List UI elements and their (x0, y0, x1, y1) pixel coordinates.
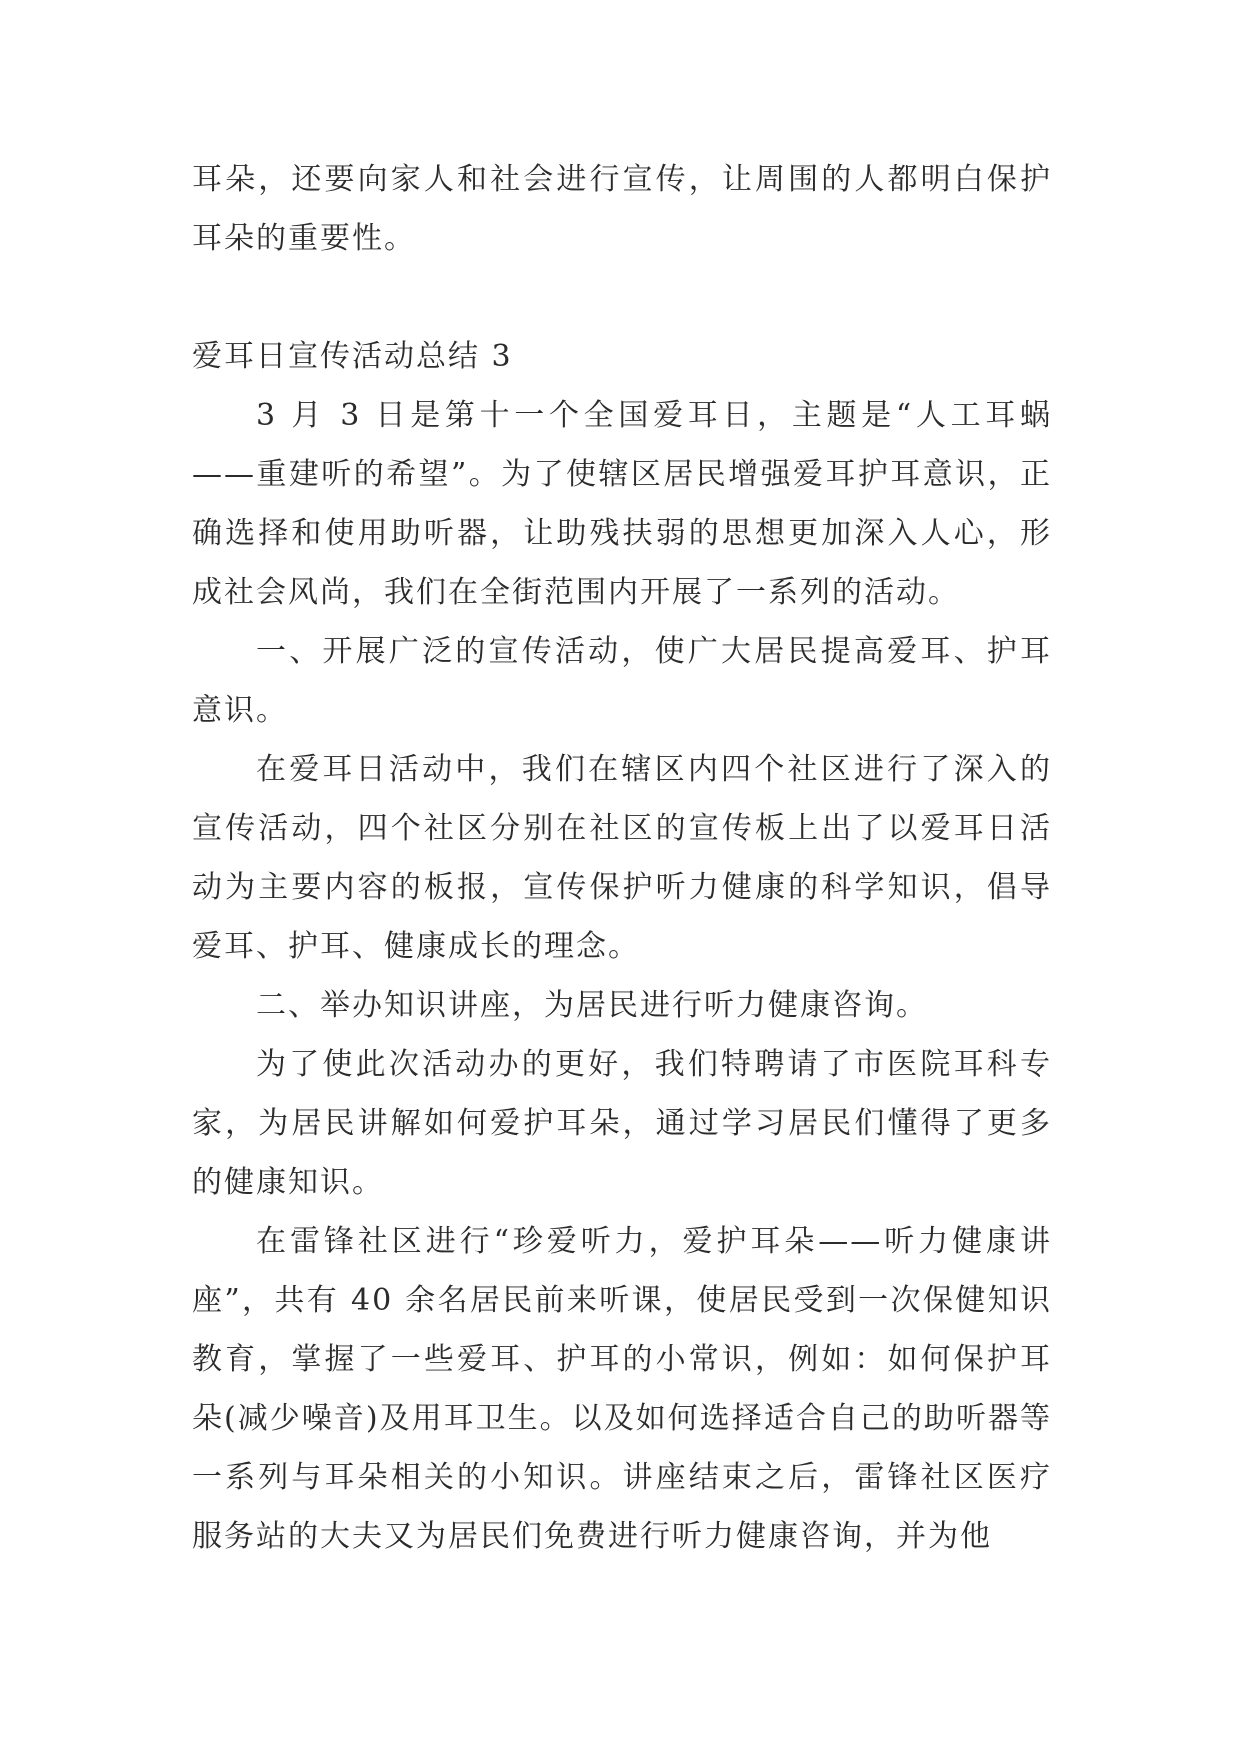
paragraph-point-one: 一、开展广泛的宣传活动，使广大居民提高爱耳、护耳意识。 (192, 634, 1052, 728)
paragraph-publicity: 在爱耳日活动中，我们在辖区内四个社区进行了深入的宣传活动，四个社区分别在社区的宣传板上出了以爱耳日活动为主要内容的板报，宣传保护听力健康的科学知识，倡导爱耳、护耳、健康成长的理念。 (192, 752, 1052, 964)
section-title: 爱耳日宣传活动总结 3 (192, 339, 513, 374)
paragraph-point-two: 二、举办知识讲座，为居民进行听力健康咨询。 (256, 988, 928, 1023)
section-spacer (192, 268, 1052, 327)
paragraph-intro: 3 月 3 日是第十一个全国爱耳日，主题是“人工耳蜗——重建听的希望”。为了使辖区居民增强爱耳护耳意识，正确选择和使用助听器，让助残扶弱的思想更加深入人心，形成社会风尚，我们在全街范围内开展了一系列的活动。 (192, 398, 1052, 610)
paragraph-lecture: 在雷锋社区进行“珍爱听力，爱护耳朵——听力健康讲座”，共有 40 余名居民前来听课，使居民受到一次保健知识教育，掌握了一些爱耳、护耳的小常识，例如：如何保护耳朵(减少噪音)及用耳卫生。以及如何选择适合自己的助听器等一系列与耳朵相关的小知识。讲座结束之后，雷锋社区医疗服务站的大夫又为居民们免费进行听力健康咨询，并为他 (192, 1224, 1052, 1554)
continued-paragraph: 耳朵，还要向家人和社会进行宣传，让周围的人都明白保护耳朵的重要性。 (192, 162, 1052, 256)
paragraph-experts: 为了使此次活动办的更好，我们特聘请了市医院耳科专家，为居民讲解如何爱护耳朵，通过学习居民们懂得了更多的健康知识。 (192, 1047, 1052, 1200)
document-body (192, 150, 1052, 1566)
